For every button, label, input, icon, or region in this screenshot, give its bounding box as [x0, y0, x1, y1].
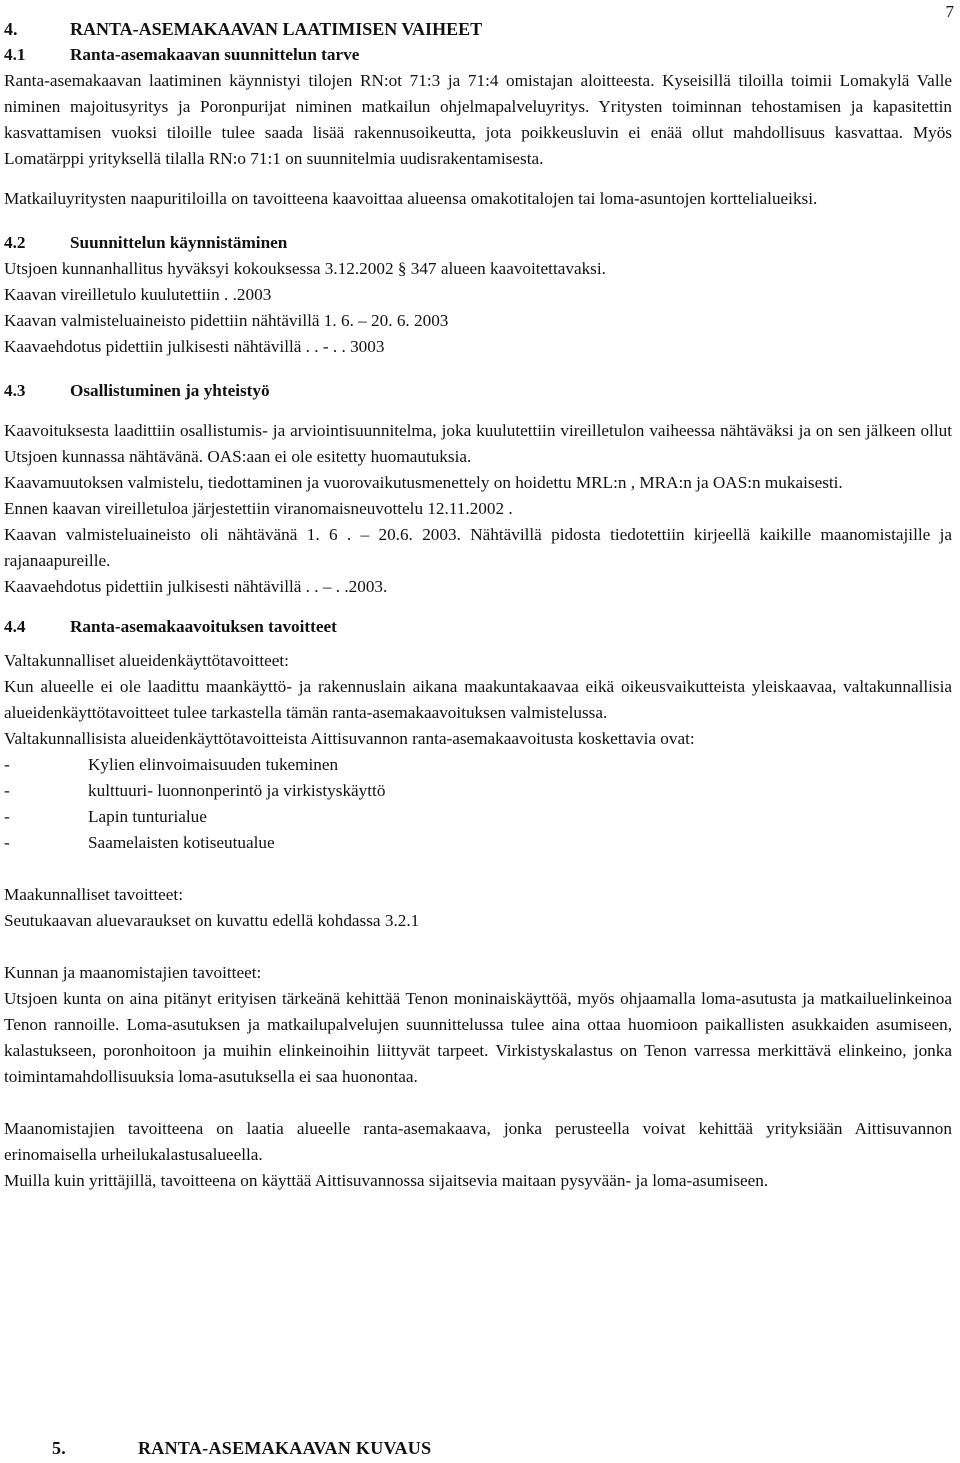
list-item — [4, 778, 952, 804]
valtakunnalliset-heading: Valtakunnalliset alueidenkäyttötavoitteet: — [4, 651, 289, 670]
section-4-3-paragraph-1: Kaavoituksesta laadittiin osallistumis- ja arviointisuunnitelma, joka kuulutettiin vireilletulon vaiheessa nähtäväksi ja on sen jälkeen ollut Utsjoen kunnassa nähtävänä. OAS:aan ei ole esitetty huomautuksia. — [4, 421, 952, 466]
section-4-1-paragraph-1: Ranta-asemakaavan laatiminen käynnistyi tilojen RN:ot 71:3 ja 71:4 omistajan aloitteesta. Kyseisillä tiloilla toimii Lomakylä Valle niminen majoitusyritys ja Poronpurijat niminen matkailun ohjelmapalveluyritys. Yritysten toiminnan tehostamisen ja kapasitettin kasvattamisen vuoksi tiloille tulee saada lisää rakennusoikeutta, jota poikkeusluvin ei enää ollut mahdollisuus kasvattaa. Myös Lomatärppi yrityksellä tilalla RN:o 71:1 on suunnitelmia uudisrakentamisesta. — [4, 71, 952, 168]
list-item-text: Saamelaisten kotiseutualue — [88, 833, 275, 852]
section-4-title: RANTA-ASEMAKAAVAN LAATIMISEN VAIHEET — [70, 19, 483, 39]
maakunnalliset-paragraph: Seutukaavan aluevaraukset on kuvattu edellä kohdassa 3.2.1 — [4, 911, 420, 930]
section-4-2-line-4: Kaavaehdotus pidettiin julkisesti nähtävillä . . - . . 3003 — [4, 337, 385, 356]
list-item-text: kulttuuri- luonnonperintö ja virkistyskäyttö — [88, 781, 386, 800]
list-dash: - — [4, 833, 10, 852]
section-4-2-title: Suunnittelun käynnistäminen — [70, 233, 288, 252]
section-4-4-heading — [4, 614, 952, 640]
section-4-4-number: 4.4 — [4, 617, 26, 636]
page-number: 7 — [945, 2, 954, 21]
valtakunnalliset-list-intro: Valtakunnallisista alueidenkäyttötavoitteista Aittisuvannon ranta-asemakaavoitusta koskettavia ovat: — [4, 729, 695, 748]
section-4-3-paragraph-4: Kaavan valmisteluaineisto oli nähtävänä 1. 6 . – 20.6. 2003. Nähtävillä pidosta tiedotettiin kirjeellä kaikille maanomistajille ja rajanaapureille. — [4, 525, 952, 570]
document-body — [4, 19, 952, 1194]
list-item — [4, 830, 952, 856]
section-4-3-paragraph-3: Ennen kaavan vireilletuloa järjestettiin viranomaisneuvottelu 12.11.2002 . — [4, 499, 513, 518]
section-4-number: 4. — [4, 19, 18, 39]
section-4-2-line-1: Utsjoen kunnanhallitus hyväksyi kokouksessa 3.12.2002 § 347 alueen kaavoitettavaksi. — [4, 259, 606, 278]
kunta-heading: Kunnan ja maanomistajien tavoitteet: — [4, 963, 262, 982]
valtakunnalliset-paragraph: Kun alueelle ei ole laadittu maankäyttö- ja rakennuslain aikana maakuntakaavaa eikä oikeusvaikutteista yleiskaavaa, valtakunnallisia alueidenkäyttötavoitteet tulee tarkastella tämän ranta-asemakaavoituksen valmistelussa. — [4, 677, 952, 722]
section-4-3-heading — [4, 378, 952, 404]
maanomistajat-paragraph-1: Maanomistajien tavoitteena on laatia alueelle ranta-asemakaava, jonka perusteella voivat kehittää yrityksiään Aittisuvannon erinomaisella urheilukalastusalueella. — [4, 1119, 952, 1164]
section-4-2-number: 4.2 — [4, 233, 26, 252]
section-4-3-paragraph-5: Kaavaehdotus pidettiin julkisesti nähtävillä . . – . .2003. — [4, 577, 388, 596]
maakunnalliset-heading: Maakunnalliset tavoitteet: — [4, 885, 183, 904]
list-dash: - — [4, 807, 10, 826]
section-4-1-title: Ranta-asemakaavan suunnittelun tarve — [70, 45, 360, 64]
section-4-1-heading — [4, 42, 952, 68]
section-4-1-paragraph-2: Matkailuyritysten naapuritiloilla on tavoitteena kaavoittaa alueensa omakotitalojen tai loma-asuntojen korttelialueiksi. — [4, 189, 818, 208]
list-item — [4, 804, 952, 830]
section-4-3-paragraph-2: Kaavamuutoksen valmistelu, tiedottaminen ja vuorovaikutusmenettely on hoidettu MRL:n , MRA:n ja OAS:n mukaisesti. — [4, 473, 843, 492]
section-4-2-line-3: Kaavan valmisteluaineisto pidettiin nähtävillä 1. 6. – 20. 6. 2003 — [4, 311, 449, 330]
section-5-title: RANTA-ASEMAKAAVAN KUVAUS — [138, 1438, 432, 1458]
section-4-4-title: Ranta-asemakaavoituksen tavoitteet — [70, 617, 337, 636]
section-5-heading — [52, 1438, 431, 1459]
list-item — [4, 752, 952, 778]
section-4-1-number: 4.1 — [4, 45, 26, 64]
maanomistajat-paragraph-2: Muilla kuin yrittäjillä, tavoitteena on käyttää Aittisuvannossa sijaitsevia maitaan pysyvään- ja loma-asumiseen. — [4, 1171, 769, 1190]
section-4-2-heading — [4, 230, 952, 256]
section-4-3-title: Osallistuminen ja yhteistyö — [70, 381, 270, 400]
list-item-text: Lapin tunturialue — [88, 807, 207, 826]
section-4-3-number: 4.3 — [4, 381, 26, 400]
list-dash: - — [4, 781, 10, 800]
kunta-paragraph: Utsjoen kunta on aina pitänyt erityisen tärkeänä kehittää Tenon moninaiskäyttöä, myös ohjaamalla loma-asutusta ja matkailuelinkeinoa Tenon rannoille. Loma-asutuksen ja matkailupalvelujen suunnittelussa tulee aina ottaa huomioon paikallisten asukkaiden asumiseen, kalastukseen, poronhoitoon ja muihin elinkeinoihin liittyvät tarpeet. Virkistyskalastus on Tenon varressa merkittävä elinkeino, jonka toimintamahdollisuuksia loma-asutuksella ei saa huonontaa. — [4, 989, 952, 1086]
list-item-text: Kylien elinvoimaisuuden tukeminen — [88, 755, 339, 774]
section-4-2-line-2: Kaavan vireilletulo kuulutettiin . .2003 — [4, 285, 272, 304]
section-5-number: 5. — [52, 1438, 67, 1458]
section-4-heading — [4, 16, 952, 42]
list-dash: - — [4, 755, 10, 774]
